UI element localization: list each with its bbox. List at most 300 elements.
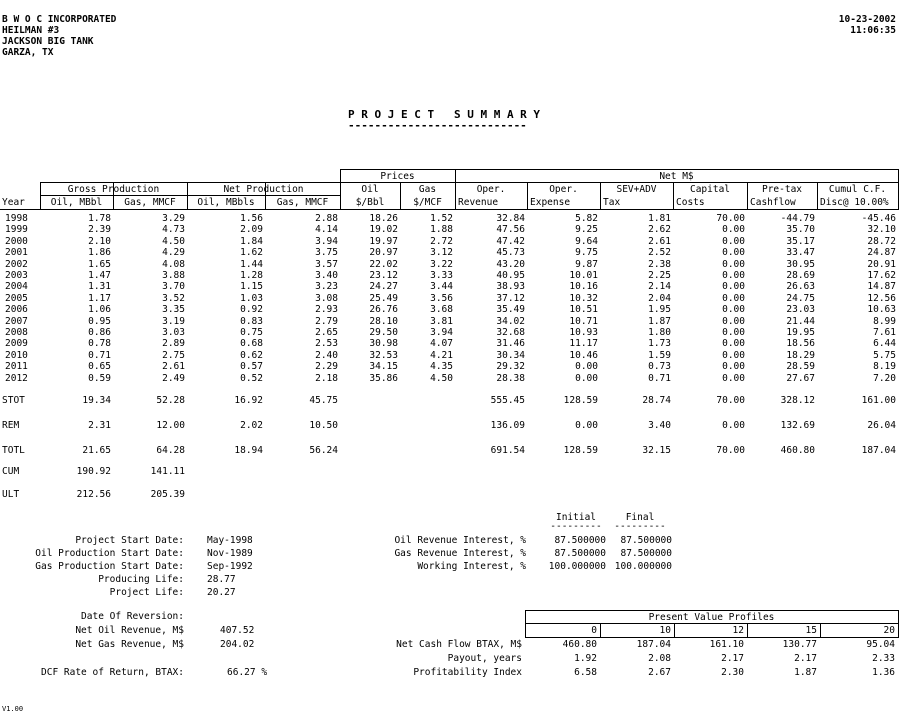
- table-cell: 26.76: [369, 304, 398, 316]
- table-cell: 2.65: [315, 327, 338, 338]
- table-cell: 14.87: [867, 281, 896, 293]
- table-cell: 3.12: [430, 247, 453, 259]
- table-cell: 8.19: [873, 361, 896, 373]
- table-cell: 4.08: [162, 258, 185, 270]
- table-cell: 12.56: [867, 292, 896, 304]
- table-cell: 1.06: [88, 304, 111, 316]
- table-cell: 1.80: [648, 327, 671, 338]
- column-header-line2: Expense: [530, 197, 571, 208]
- total-cell: 2.02: [240, 420, 263, 431]
- total-cell: 19.34: [82, 395, 111, 406]
- table-cell: 0.00: [722, 372, 745, 384]
- table-cell: 0.95: [88, 315, 111, 327]
- total-row-label: TOTL: [2, 445, 25, 456]
- lease-name: JACKSON BIG TANK: [2, 36, 94, 47]
- total-cell: 212.56: [76, 489, 111, 500]
- pv-cell: 6.58: [574, 667, 597, 678]
- total-cell: 32.15: [642, 445, 671, 456]
- table-cell: 0.00: [722, 281, 745, 293]
- pv-cell: 1.36: [872, 667, 895, 678]
- interest-final: 87.500000: [620, 535, 672, 546]
- project-info-label: Gas Production Start Date:: [35, 561, 184, 572]
- table-cell-year: 2004: [5, 281, 28, 293]
- total-cell: 21.65: [82, 445, 111, 456]
- column-header-line2: Revenue: [458, 197, 499, 208]
- table-cell: 40.95: [496, 270, 525, 281]
- table-cell: 0.00: [722, 270, 745, 281]
- total-row-label: CUM: [2, 466, 20, 477]
- pv-cell: 2.33: [872, 653, 895, 664]
- total-cell: 555.45: [490, 395, 525, 406]
- table-cell: 1.87: [648, 315, 671, 327]
- total-cell: 64.28: [156, 445, 185, 456]
- total-cell: 161.00: [861, 395, 896, 406]
- table-cell-year: 2007: [5, 315, 28, 327]
- column-header-line1: SEV+ADV: [616, 184, 657, 195]
- page-title: P R O J E C T S U M M A R Y: [348, 108, 541, 121]
- project-info-value: Nov-1989: [207, 548, 253, 559]
- table-cell-year: 2000: [5, 235, 28, 247]
- table-cell: 10.93: [569, 327, 598, 338]
- location: GARZA, TX: [2, 47, 54, 58]
- table-cell: 28.38: [496, 372, 525, 384]
- pv-cell: 2.08: [648, 653, 671, 664]
- column-header-line1: Oil: [361, 184, 379, 195]
- pv-rate: 15: [805, 625, 817, 636]
- table-cell: 4.21: [430, 349, 453, 361]
- column-header-line2: $/Bbl: [355, 197, 385, 208]
- table-cell: 21.44: [786, 315, 815, 327]
- table-cell: 10.71: [569, 315, 598, 327]
- table-cell: 0.00: [722, 224, 745, 236]
- table-cell: 32.10: [867, 224, 896, 236]
- table-cell: 2.61: [648, 235, 671, 247]
- table-cell: 1.31: [88, 281, 111, 293]
- project-info-value: Sep-1992: [207, 561, 253, 572]
- reversion-value: 204.02: [220, 639, 255, 650]
- final-header: Final: [625, 512, 655, 523]
- interest-initial: 87.500000: [554, 535, 606, 546]
- pv-cell: 95.04: [866, 639, 895, 650]
- table-cell: 2.62: [648, 224, 671, 236]
- table-cell: 1.84: [240, 235, 263, 247]
- table-cell: 2.18: [315, 372, 338, 384]
- table-cell: 10.46: [569, 349, 598, 361]
- project-info-label: Project Start Date:: [75, 535, 184, 546]
- table-cell: 23.12: [369, 270, 398, 281]
- total-cell: 136.09: [490, 420, 525, 431]
- table-cell: 17.62: [867, 270, 896, 281]
- table-cell: -44.79: [780, 213, 815, 224]
- column-header-line2: Gas, MMCF: [276, 197, 329, 208]
- table-cell: 0.00: [722, 338, 745, 350]
- interest-label: Working Interest, %: [417, 561, 526, 572]
- table-cell-year: 2003: [5, 270, 28, 281]
- table-cell: 0.86: [88, 327, 111, 338]
- table-cell: 1.44: [240, 258, 263, 270]
- table-cell: 3.19: [162, 315, 185, 327]
- table-cell: 47.56: [496, 224, 525, 236]
- final-underline: ---------: [614, 521, 666, 532]
- table-cell: 30.98: [369, 338, 398, 350]
- column-header-line2: Oil, MBbls: [197, 197, 255, 208]
- table-cell: 3.40: [315, 270, 338, 281]
- table-cell: 1.78: [88, 213, 111, 224]
- table-cell: 0.68: [240, 338, 263, 350]
- table-cell: 0.00: [722, 304, 745, 316]
- initial-header: Initial: [555, 512, 597, 523]
- table-cell: 0.00: [722, 292, 745, 304]
- pv-cell: 2.67: [648, 667, 671, 678]
- total-cell: 691.54: [490, 445, 525, 456]
- table-cell: 0.62: [240, 349, 263, 361]
- net-production-label: Net Production: [223, 184, 304, 195]
- interest-final: 87.500000: [620, 548, 672, 559]
- reversion-label: Net Gas Revenue, M$: [75, 639, 184, 650]
- table-cell: 4.07: [430, 338, 453, 350]
- pv-cell: 161.10: [709, 639, 744, 650]
- table-cell: 2.88: [315, 213, 338, 224]
- pv-rate: 10: [659, 625, 671, 636]
- total-cell: 70.00: [716, 395, 745, 406]
- total-cell: 2.31: [88, 420, 111, 431]
- table-cell: 1.47: [88, 270, 111, 281]
- table-cell: 38.93: [496, 281, 525, 293]
- table-cell: 19.02: [369, 224, 398, 236]
- table-cell: 2.93: [315, 304, 338, 316]
- table-cell: 1.73: [648, 338, 671, 350]
- table-cell: 7.20: [873, 372, 896, 384]
- table-cell: 0.71: [648, 372, 671, 384]
- table-cell-year: 2008: [5, 327, 28, 338]
- well-name: HEILMAN #3: [2, 25, 60, 36]
- table-cell: 1.03: [240, 292, 263, 304]
- total-row-label: REM: [2, 420, 20, 431]
- dcf-label: DCF Rate of Return, BTAX:: [41, 667, 184, 678]
- table-cell: 10.16: [569, 281, 598, 293]
- table-cell: 34.15: [369, 361, 398, 373]
- pv-cell: 2.30: [721, 667, 744, 678]
- table-cell: 3.08: [315, 292, 338, 304]
- table-cell: 35.86: [369, 372, 398, 384]
- total-cell: 141.11: [150, 466, 185, 477]
- project-info-value: 28.77: [207, 574, 236, 585]
- table-cell: 7.61: [873, 327, 896, 338]
- table-cell: 29.32: [496, 361, 525, 373]
- table-cell: 0.75: [240, 327, 263, 338]
- table-cell: 3.22: [430, 258, 453, 270]
- table-cell: 3.57: [315, 258, 338, 270]
- table-cell: 26.63: [786, 281, 815, 293]
- total-cell: 460.80: [780, 445, 815, 456]
- total-cell: 187.04: [861, 445, 896, 456]
- table-cell: 28.72: [867, 235, 896, 247]
- table-cell: 3.23: [315, 281, 338, 293]
- table-cell: 8.99: [873, 315, 896, 327]
- table-cell: 10.01: [569, 270, 598, 281]
- table-cell: 0.59: [88, 372, 111, 384]
- table-cell: 3.03: [162, 327, 185, 338]
- table-cell: 3.94: [430, 327, 453, 338]
- total-row-label: STOT: [2, 395, 25, 406]
- table-cell-year: 2005: [5, 292, 28, 304]
- table-cell: 70.00: [716, 213, 745, 224]
- table-cell: 28.59: [786, 361, 815, 373]
- table-cell: 19.97: [369, 235, 398, 247]
- prices-group-label: Prices: [380, 171, 415, 182]
- table-cell: 1.81: [648, 213, 671, 224]
- company-name: B W O C INCORPORATED: [2, 14, 117, 25]
- table-cell: 0.65: [88, 361, 111, 373]
- table-cell-year: 2012: [5, 372, 28, 384]
- header-bottom-line: [0, 209, 340, 210]
- total-cell: 132.69: [780, 420, 815, 431]
- table-cell: 0.71: [88, 349, 111, 361]
- total-cell: 10.50: [309, 420, 338, 431]
- column-header-line2: Costs: [676, 197, 705, 208]
- total-cell: 12.00: [156, 420, 185, 431]
- table-cell: 5.82: [575, 213, 598, 224]
- table-cell: 1.59: [648, 349, 671, 361]
- table-cell: 0.57: [240, 361, 263, 373]
- total-cell: 128.59: [563, 395, 598, 406]
- table-cell: 0.73: [648, 361, 671, 373]
- table-cell: 20.91: [867, 258, 896, 270]
- table-cell: 3.81: [430, 315, 453, 327]
- reversion-title: Date Of Reversion:: [81, 611, 184, 622]
- table-cell: 18.56: [786, 338, 815, 350]
- column-header-line2: Gas, MMCF: [124, 197, 176, 208]
- table-cell: 23.03: [786, 304, 815, 316]
- pv-title: Present Value Profiles: [648, 612, 775, 623]
- table-cell: 30.34: [496, 349, 525, 361]
- pv-cell: 187.04: [636, 639, 671, 650]
- table-cell: 3.33: [430, 270, 453, 281]
- table-cell: 2.09: [240, 224, 263, 236]
- column-header-line1: Capital: [689, 184, 731, 195]
- table-cell: 2.29: [315, 361, 338, 373]
- pv-cell: 2.17: [794, 653, 817, 664]
- table-cell-year: 2002: [5, 258, 28, 270]
- table-cell: 37.12: [496, 292, 525, 304]
- column-header-line2: $/MCF: [413, 197, 442, 208]
- table-cell: 2.40: [315, 349, 338, 361]
- table-cell: 28.69: [786, 270, 815, 281]
- column-header-line2: Cashflow: [750, 197, 796, 208]
- version-label: V1.00: [2, 705, 24, 713]
- column-header-line1: Gas: [418, 184, 437, 195]
- table-cell: 2.75: [162, 349, 185, 361]
- table-cell: 4.14: [315, 224, 338, 236]
- pv-cell: 130.77: [782, 639, 817, 650]
- total-cell: 26.04: [867, 420, 896, 431]
- table-cell: 25.49: [369, 292, 398, 304]
- pv-cell: 460.80: [562, 639, 597, 650]
- column-header-line2: Oil, MBbl: [50, 197, 103, 208]
- table-cell: 3.70: [162, 281, 185, 293]
- table-cell: 4.35: [430, 361, 453, 373]
- gross-net-top-line: [40, 182, 340, 183]
- table-cell: 3.56: [430, 292, 453, 304]
- interest-initial: 87.500000: [554, 548, 606, 559]
- table-cell: 3.94: [315, 235, 338, 247]
- table-cell: 4.50: [162, 235, 185, 247]
- table-cell: 35.70: [786, 224, 815, 236]
- interest-label: Oil Revenue Interest, %: [394, 535, 526, 546]
- table-cell: 0.00: [722, 235, 745, 247]
- table-cell-year: 2010: [5, 349, 28, 361]
- table-cell: 3.68: [430, 304, 453, 316]
- total-cell: 3.40: [648, 420, 671, 431]
- table-cell: 35.17: [786, 235, 815, 247]
- reversion-value: 407.52: [220, 625, 255, 636]
- pv-cell: 2.17: [721, 653, 744, 664]
- table-cell: 33.47: [786, 247, 815, 259]
- table-cell: 10.51: [569, 304, 598, 316]
- table-cell: 31.46: [496, 338, 525, 350]
- interest-label: Gas Revenue Interest, %: [394, 548, 526, 559]
- table-cell: 0.78: [88, 338, 111, 350]
- table-cell-year: 2009: [5, 338, 28, 350]
- table-cell: 28.10: [369, 315, 398, 327]
- table-cell: 10.63: [867, 304, 896, 316]
- table-cell: 10.32: [569, 292, 598, 304]
- table-cell: 2.61: [162, 361, 185, 373]
- table-cell: 0.00: [575, 372, 598, 384]
- total-cell: 56.24: [309, 445, 338, 456]
- table-cell: 1.95: [648, 304, 671, 316]
- table-cell: 3.88: [162, 270, 185, 281]
- table-cell: 0.00: [722, 247, 745, 259]
- total-cell: 45.75: [309, 395, 338, 406]
- table-cell-year: 1999: [5, 224, 28, 236]
- table-cell: 18.26: [369, 213, 398, 224]
- net-group-label: Net M$: [659, 171, 694, 182]
- column-header-line1: Oper.: [476, 184, 506, 195]
- table-cell: 43.20: [496, 258, 525, 270]
- table-cell: 4.50: [430, 372, 453, 384]
- table-cell-year: 2001: [5, 247, 28, 259]
- table-cell: 9.75: [575, 247, 598, 259]
- project-info-label: Oil Production Start Date:: [35, 548, 184, 559]
- column-header-line2: Tax: [603, 197, 621, 208]
- pv-divider: [525, 623, 898, 624]
- table-cell: 0.83: [240, 315, 263, 327]
- table-cell: 47.42: [496, 235, 525, 247]
- column-header-line1: Oper.: [549, 184, 578, 195]
- table-cell: 24.75: [786, 292, 815, 304]
- table-cell: 32.84: [496, 213, 525, 224]
- project-info-value: May-1998: [207, 535, 253, 546]
- table-cell: 4.73: [162, 224, 185, 236]
- table-cell: 19.95: [786, 327, 815, 338]
- table-cell-year: 1998: [5, 213, 28, 224]
- total-cell: 28.74: [642, 395, 671, 406]
- pv-rate: 20: [883, 625, 895, 636]
- table-cell: 0.00: [722, 258, 745, 270]
- table-cell: 1.56: [240, 213, 263, 224]
- table-cell: 0.00: [722, 361, 745, 373]
- table-cell: 2.25: [648, 270, 671, 281]
- table-cell: 2.72: [430, 235, 453, 247]
- table-cell: 3.29: [162, 213, 185, 224]
- total-cell: 18.94: [234, 445, 263, 456]
- report-time: 11:06:35: [850, 25, 896, 36]
- table-cell: 32.53: [369, 349, 398, 361]
- report-date: 10-23-2002: [838, 14, 896, 25]
- table-cell: 3.44: [430, 281, 453, 293]
- pv-rate: 0: [591, 625, 597, 636]
- table-cell-year: 2006: [5, 304, 28, 316]
- title-underline: ---------------------------: [348, 119, 527, 132]
- project-info-label: Producing Life:: [98, 574, 184, 585]
- pv-rate: 12: [732, 625, 744, 636]
- table-cell: -45.46: [861, 213, 896, 224]
- gross-net-mid-line: [40, 195, 340, 196]
- total-cell: 205.39: [150, 489, 185, 500]
- table-cell: 0.00: [575, 361, 598, 373]
- table-cell: 1.86: [88, 247, 111, 259]
- table-cell: 27.67: [786, 372, 815, 384]
- total-cell: 128.59: [563, 445, 598, 456]
- total-row-label: ULT: [2, 489, 20, 500]
- table-cell: 0.92: [240, 304, 263, 316]
- pv-row-label: Profitability Index: [413, 667, 522, 678]
- table-cell: 24.87: [867, 247, 896, 259]
- initial-underline: ---------: [550, 521, 602, 532]
- table-cell: 20.97: [369, 247, 398, 259]
- table-cell: 29.50: [369, 327, 398, 338]
- total-cell: 16.92: [234, 395, 263, 406]
- table-cell: 1.52: [430, 213, 453, 224]
- table-cell: 2.49: [162, 372, 185, 384]
- table-cell: 34.02: [496, 315, 525, 327]
- pv-cell: 1.92: [574, 653, 597, 664]
- table-cell: 2.04: [648, 292, 671, 304]
- pv-cell: 1.87: [794, 667, 817, 678]
- project-info-value: 20.27: [207, 587, 236, 598]
- project-info-label: Project Life:: [109, 587, 184, 598]
- table-cell-year: 2011: [5, 361, 28, 373]
- table-cell: 1.88: [430, 224, 453, 236]
- table-cell: 5.75: [873, 349, 896, 361]
- table-cell: 1.17: [88, 292, 111, 304]
- pv-row-label: Payout, years: [447, 653, 522, 664]
- column-header-line2: Disc@ 10.00%: [820, 197, 889, 208]
- table-cell: 24.27: [369, 281, 398, 293]
- table-cell: 2.79: [315, 315, 338, 327]
- interest-final: 100.000000: [614, 561, 672, 572]
- column-header-line2: Year: [2, 197, 25, 208]
- column-header-line1: Cumul C.F.: [828, 184, 887, 195]
- table-cell: 3.35: [162, 304, 185, 316]
- table-cell: 30.95: [786, 258, 815, 270]
- table-cell: 0.52: [240, 372, 263, 384]
- table-cell: 22.02: [369, 258, 398, 270]
- table-cell: 2.89: [162, 338, 185, 350]
- table-cell: 9.87: [575, 258, 598, 270]
- table-cell: 2.39: [88, 224, 111, 236]
- table-cell: 6.44: [873, 338, 896, 350]
- total-cell: 70.00: [716, 445, 745, 456]
- table-cell: 18.29: [786, 349, 815, 361]
- table-cell: 2.10: [88, 235, 111, 247]
- table-cell: 32.68: [496, 327, 525, 338]
- column-header-line1: Pre-tax: [761, 184, 803, 195]
- pv-row-label: Net Cash Flow BTAX, M$: [396, 639, 522, 650]
- total-cell: 0.00: [575, 420, 598, 431]
- table-cell: 0.00: [722, 315, 745, 327]
